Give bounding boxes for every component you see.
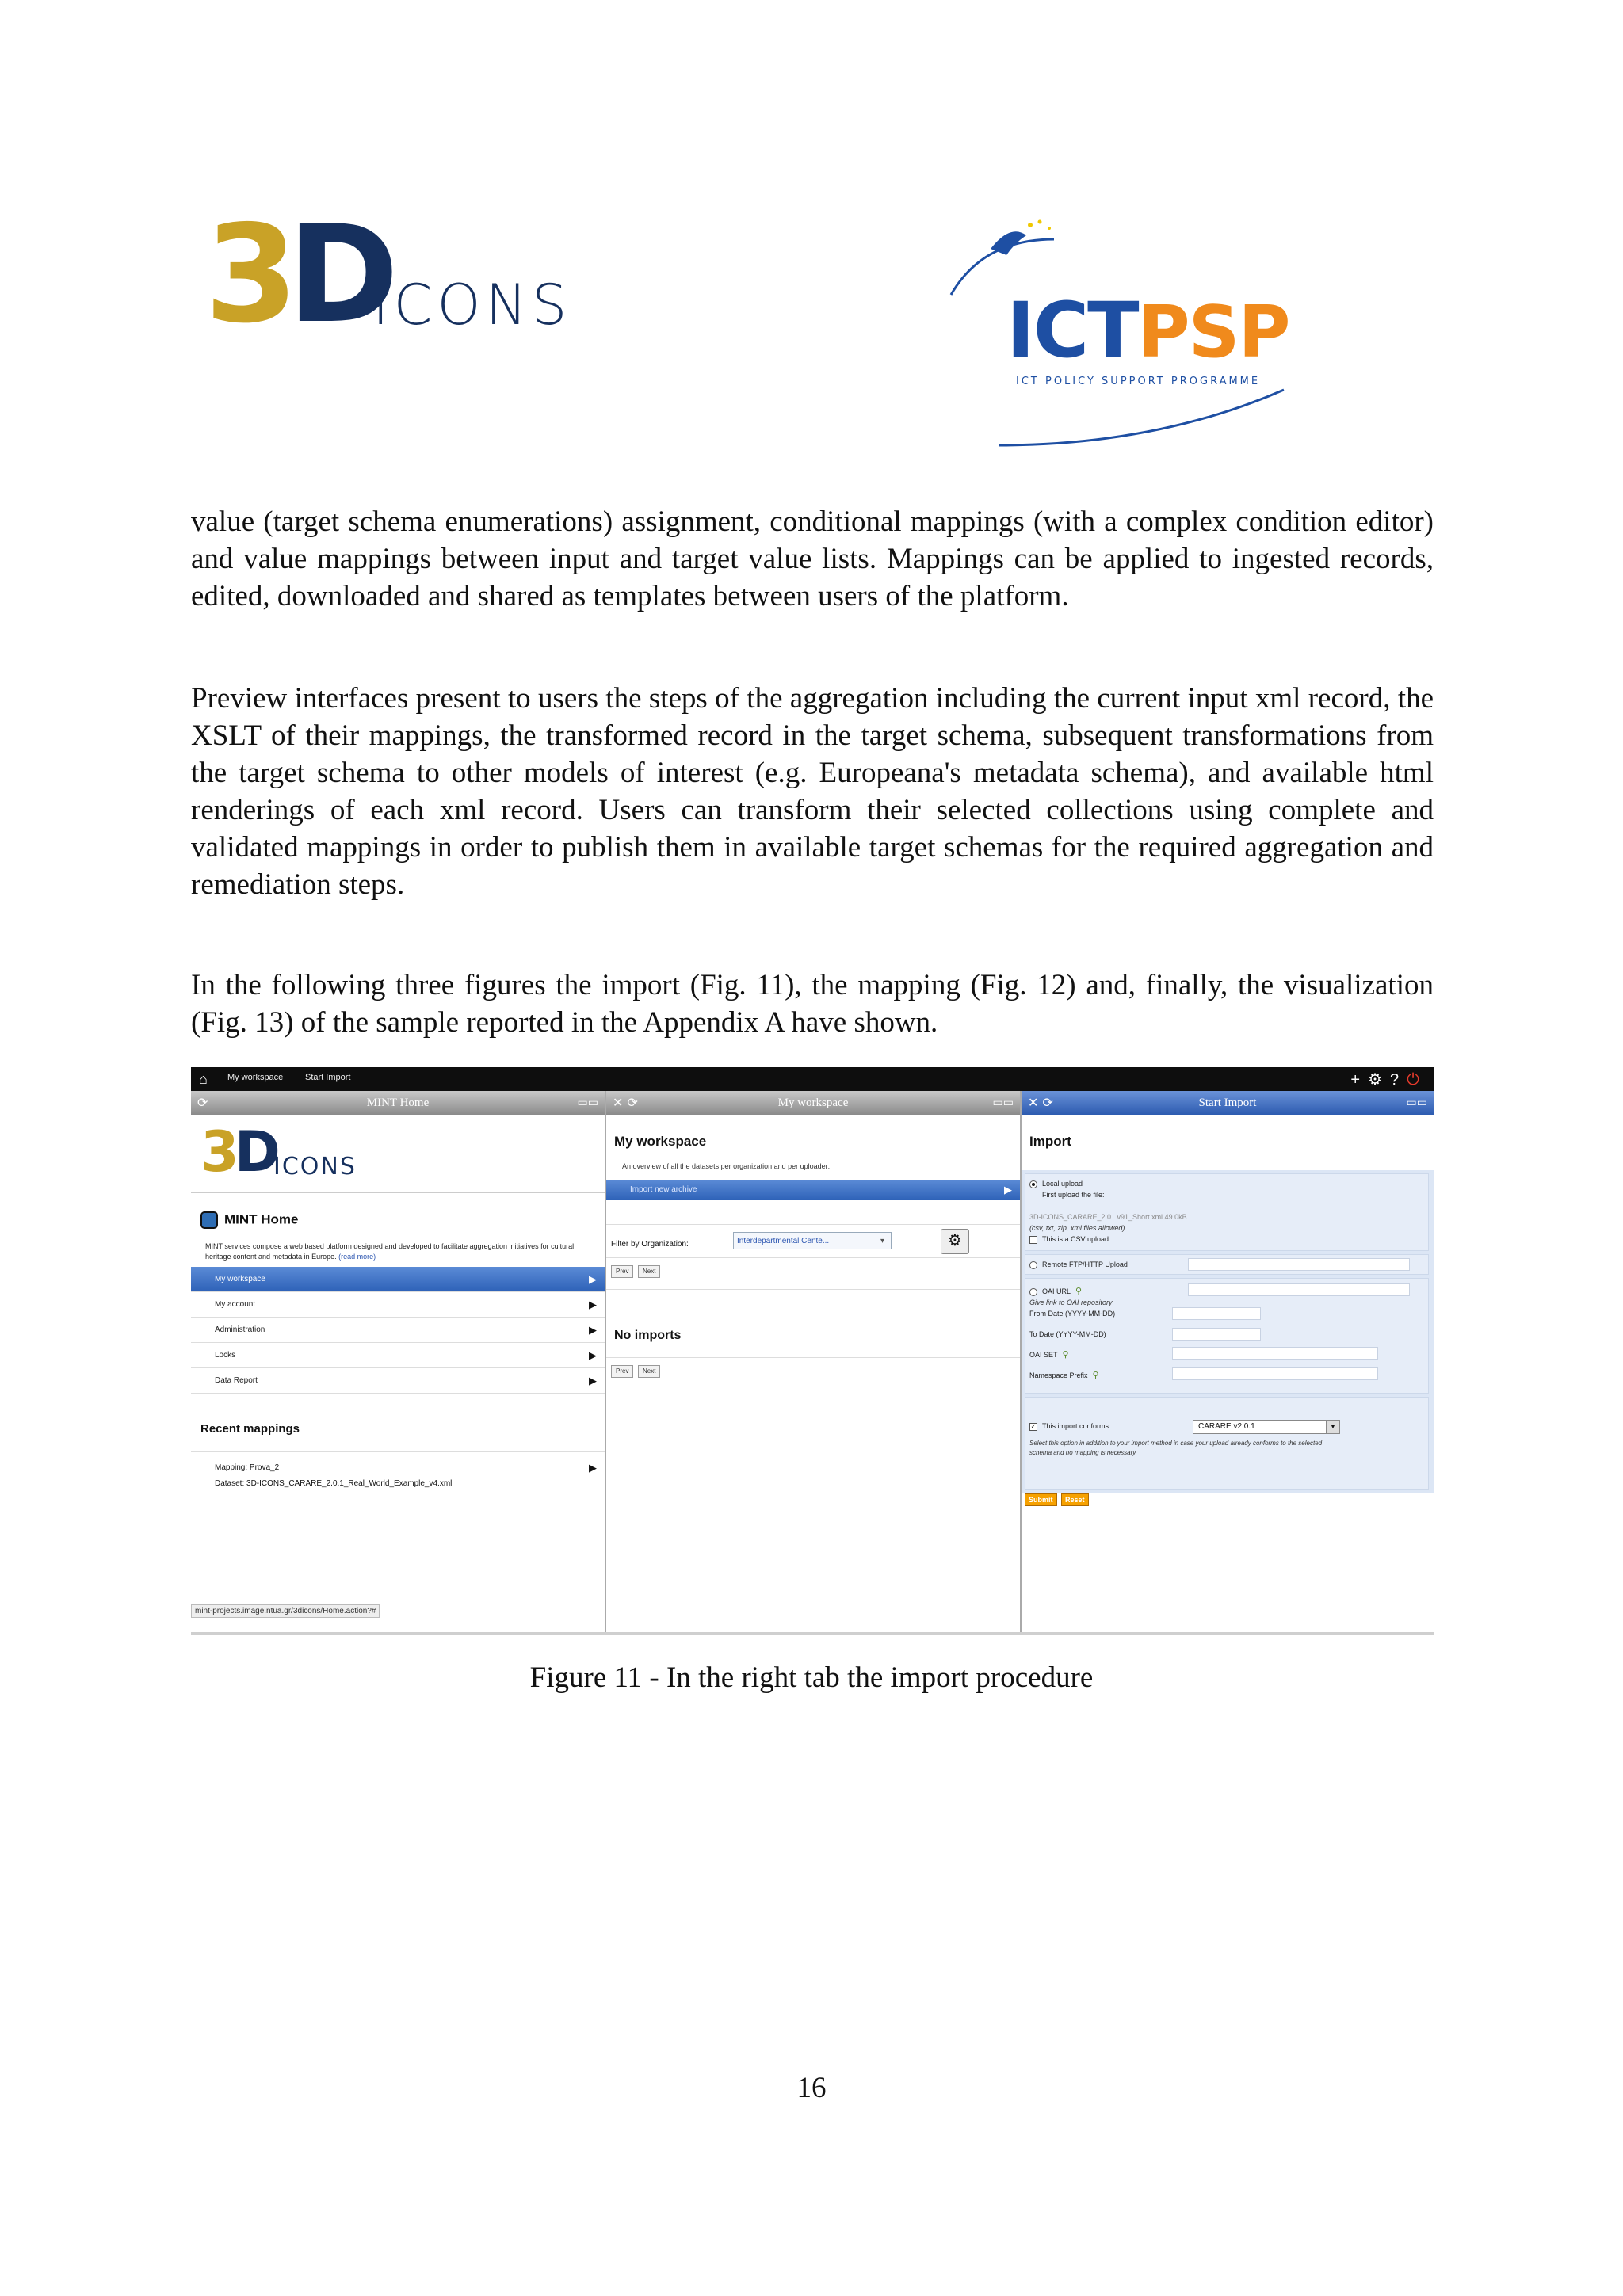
conforms-checkbox[interactable]: ✓ This import conforms: (1030, 1422, 1111, 1430)
menu-item-my-account[interactable]: My account ▶ (191, 1292, 605, 1318)
paragraph-1: value (target schema enumerations) assignment, conditional mappings (with a complex condition editor) and value mappings between input and target value lists. Mappings can be applied to ingested records, edited, downloaded and shared as templates between users of the platform. (191, 505, 1434, 612)
namespace-prefix-input[interactable] (1172, 1367, 1378, 1380)
panel-header: ✕ ⟳ Start Import ▭▭ (1022, 1091, 1434, 1115)
my-workspace-panel (606, 1091, 1022, 1632)
close-refresh-icon[interactable]: ✕ ⟳ (1028, 1095, 1053, 1110)
main-menu (191, 1267, 605, 1394)
arrow-right-icon: ▶ (589, 1349, 597, 1361)
gear-icon[interactable]: ⚙ (1368, 1071, 1391, 1089)
uploaded-file: 3D-ICONS_CARARE_2.0...v91_Short.xml 49.0kB (1029, 1213, 1187, 1221)
arrow-right-icon: ▶ (589, 1273, 597, 1285)
breadcrumb-my-workspace[interactable]: My workspace (227, 1073, 284, 1082)
window-controls-icon[interactable]: ▭▭ (1406, 1097, 1427, 1109)
window-controls-icon[interactable]: ▭▭ (577, 1097, 598, 1109)
mint-description: MINT services compose a web based platform designed and developed to facilitate aggregation initiatives for cultural heritage content and metadata in Europe. (read more) (205, 1242, 575, 1261)
page-number: 16 (796, 2072, 827, 2104)
read-more-link[interactable]: (read more) (338, 1253, 376, 1261)
menu-item-my-workspace[interactable]: My workspace ▶ (191, 1267, 605, 1292)
from-date-input[interactable] (1172, 1307, 1261, 1320)
arrow-right-icon: ▶ (589, 1375, 597, 1386)
help-icon[interactable]: ? (1390, 1071, 1407, 1089)
settings-gear-button[interactable]: ⚙ (941, 1229, 969, 1254)
panel-header: ⟳ MINT Home ▭▭ (191, 1091, 605, 1115)
oai-url-input[interactable] (1188, 1283, 1410, 1296)
menu-item-locks[interactable]: Locks ▶ (191, 1343, 605, 1368)
refresh-icon[interactable]: ⟳ (197, 1095, 208, 1110)
workspace-subtitle: An overview of all the datasets per organization and per uploader: (622, 1162, 831, 1170)
ftp-url-input[interactable] (1188, 1258, 1410, 1271)
prev-button-2[interactable]: Prev (611, 1365, 633, 1378)
recent-mappings-heading: Recent mappings (200, 1422, 300, 1436)
local-upload-radio[interactable]: Local upload (1029, 1180, 1083, 1188)
start-import-panel: ✕ ⟳ Start Import ▭▭ Import Local upload First upload the file: 3D-ICONS_CARARE_2.0...v91_Short.xml 49.0kB (csv, txt, zip, xml files allowed) This is a CSV upload Remote FTP/HTTP Upload OAI URL ⚲ Give link to OAI repository From Date (YYYY-MM-DD) To Date (YYYY-MM-DD) OAI SET ⚲ Namespace Prefix ⚲ ✓ This import conforms: CARARE v2.0.1 ▼ Select this option in addition to your import method in case your upload already conforms to the selected schema and no mapping is necessary. Submit Reset (1022, 1091, 1434, 1632)
recent-mapping-item[interactable]: Mapping: Prova_2 Dataset: 3D-ICONS_CARARE_2.0.1_Real_World_Example_v4.xml (215, 1463, 453, 1488)
window-controls-icon[interactable]: ▭▭ (992, 1097, 1014, 1109)
filter-label: Filter by Organization: (611, 1240, 689, 1249)
paragraph-3: In the following three figures the import (Fig. 11), the mapping (Fig. 12) and, finally, the visualization (Fig. 13) of the sample reported in the Appendix A have shown. (191, 969, 1434, 1039)
menu-item-data-report[interactable]: Data Report ▶ (191, 1368, 605, 1394)
3d-icons-logo: 3D ICONS (204, 196, 572, 353)
arrow-right-icon[interactable]: ▶ (589, 1462, 597, 1474)
power-icon[interactable]: ⏻ (1407, 1071, 1427, 1089)
next-button[interactable]: Next (638, 1265, 660, 1278)
namespace-label: Namespace Prefix ⚲ (1029, 1371, 1099, 1380)
csv-upload-checkbox[interactable]: This is a CSV upload (1029, 1235, 1109, 1244)
oai-set-input[interactable] (1172, 1347, 1378, 1360)
top-navbar (191, 1067, 1434, 1091)
import-heading: Import (1029, 1134, 1071, 1149)
search-icon: ⚲ (1092, 1371, 1099, 1380)
workspace-heading: My workspace (614, 1134, 707, 1149)
home-icon[interactable]: ⌂ (199, 1071, 208, 1087)
arrow-right-icon: ▶ (589, 1299, 597, 1310)
search-icon: ⚲ (1062, 1350, 1069, 1360)
submit-button[interactable]: Submit (1025, 1493, 1057, 1506)
organization-select[interactable]: Interdepartmental Cente... ▾ (733, 1232, 892, 1249)
oai-set-label: OAI SET ⚲ (1029, 1350, 1069, 1360)
add-icon[interactable]: + (1350, 1071, 1369, 1089)
breadcrumb-start-import[interactable]: Start Import (305, 1073, 351, 1082)
remote-ftp-radio[interactable]: Remote FTP/HTTP Upload (1029, 1261, 1128, 1269)
mint-screenshot-figure (191, 1067, 1434, 1635)
status-url: mint-projects.image.ntua.gr/3dicons/Home.action?# (191, 1604, 380, 1618)
conform-schema-select[interactable]: CARARE v2.0.1 ▼ (1193, 1420, 1340, 1434)
reset-button[interactable]: Reset (1061, 1493, 1089, 1506)
figure-caption: Figure 11 - In the right tab the import procedure (529, 1661, 1094, 1694)
oai-url-radio[interactable]: OAI URL ⚲ (1029, 1286, 1082, 1296)
panel-header: ✕ ⟳ My workspace ▭▭ (606, 1091, 1020, 1115)
prev-button[interactable]: Prev (611, 1265, 633, 1278)
import-new-archive-button[interactable]: Import new archive ▶ (606, 1180, 1020, 1200)
arrow-right-icon: ▶ (1004, 1184, 1012, 1196)
arrow-right-icon: ▶ (589, 1324, 597, 1336)
mint-home-panel: ⟳ MINT Home ▭▭ 3D ICONS MINT Home MINT services compose a web based platform designed and developed to facilitate aggregation initiatives for cultural heritage content and metadata in Europe. (read more) My workspace ▶ My account ▶ Administration ▶ Locks ▶ Data Report ▶ Recent mappings Mapping: Prova_2 Dataset: 3D-ICONS_CARARE_2.0.1_Real_World_Example_v4.xml ▶ mint-projects.image.ntua.gr/3dicons/Home.action?# (191, 1091, 606, 1632)
menu-item-administration[interactable]: Administration ▶ (191, 1318, 605, 1343)
no-imports-label: No imports (614, 1329, 682, 1342)
mint-icon (200, 1211, 218, 1229)
chevron-down-icon: ▼ (1326, 1421, 1339, 1433)
next-button-2[interactable]: Next (638, 1365, 660, 1378)
close-refresh-icon[interactable]: ✕ ⟳ (613, 1095, 638, 1110)
mini-3d-logo: 3D (200, 1119, 276, 1184)
paragraph-2: Preview interfaces present to users the steps of the aggregation including the current input xml record, the XSLT of their mappings, the transformed record in the target schema, subsequent transformations from the target schema to other models of interest (e.g. Europeana's metadata schema), and available html renderings of each xml record. Users can transform their selected collections using complete and validated mappings in order to publish them in available target schemas for the required aggregation and remediation steps. (191, 682, 1434, 901)
mint-home-heading: MINT Home (200, 1211, 299, 1229)
ict-psp-logo: ICTPSP ICT POLICY SUPPORT PROGRAMME (935, 208, 1300, 453)
search-icon: ⚲ (1075, 1287, 1083, 1296)
to-date-input[interactable] (1172, 1328, 1261, 1341)
